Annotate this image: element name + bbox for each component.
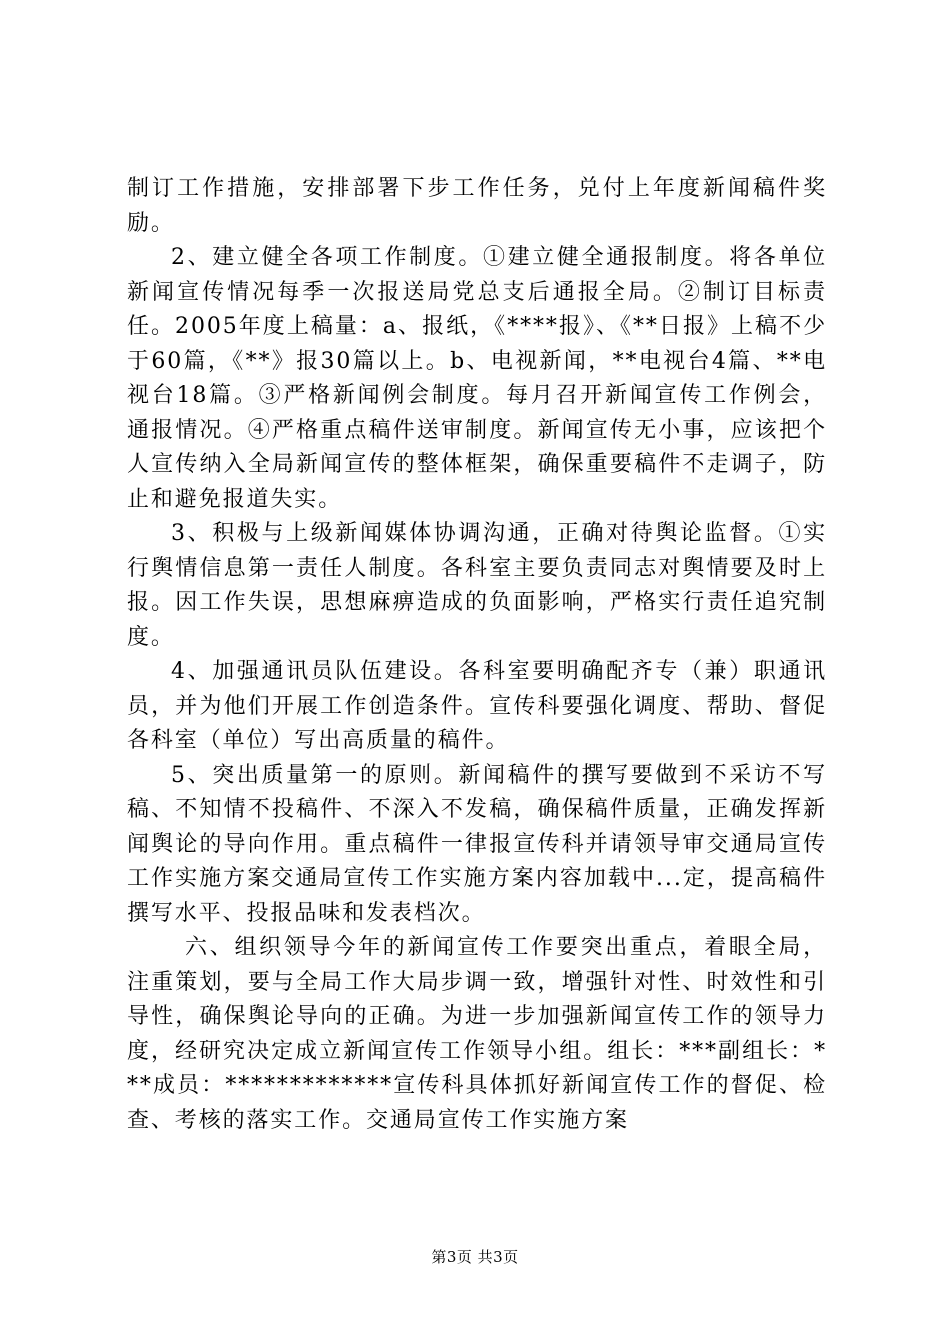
paragraph-item-3: 3、积极与上级新闻媒体协调沟通，正确对待舆论监督。①实行舆情信息第一责任人制度。各科室主要负责同志对舆情要及时上报。因工作失误，思想麻痹造成的负面影响，严格实行责任追究制度。	[127, 521, 827, 650]
paragraph-item-2: 2、建立健全各项工作制度。①建立健全通报制度。将各单位新闻宣传情况每季一次报送局党总支后通报全局。②制订目标责任。2005年度上稿量：a、报纸，《****报》、《**日报》上稿不少于60篇，《**》报30篇以上。b、电视新闻，**电视台4篇、**电视台18篇。③严格新闻例会制度。每月召开新闻宣传工作例会，通报情况。④严格重点稿件送审制度。新闻宣传无小事，应该把个人宣传纳入全局新闻宣传的整体框架，确保重要稿件不走调子，防止和避免报道失实。	[127, 245, 827, 512]
paragraph-item-5: 5、突出质量第一的原则。新闻稿件的撰写要做到不采访不写稿、不知情不投稿件、不深入不发稿，确保稿件质量，正确发挥新闻舆论的导向作用。重点稿件一律报宣传科并请领导审交通局宣传工作实施方案交通局宣传工作实施方案内容加载中...定，提高稿件撰写水平、投报品味和发表档次。	[127, 762, 827, 926]
paragraph-item-4: 4、加强通讯员队伍建设。各科室要明确配齐专（兼）职通讯员，并为他们开展工作创造条件。宣传科要强化调度、帮助、督促各科室（单位）写出高质量的稿件。	[127, 659, 827, 753]
paragraph-section-6: 六、组织领导今年的新闻宣传工作要突出重点，着眼全局，注重策划，要与全局工作大局步调一致，增强针对性、时效性和引导性，确保舆论导向的正确。为进一步加强新闻宣传工作的领导力度，经研究决定成立新闻宣传工作领导小组。组长：***副组长：***成员：*************宣传科具体抓好新闻宣传工作的督促、检查、考核的落实工作。交通局宣传工作实施方案	[127, 935, 827, 1133]
page-footer	[0, 1246, 950, 1267]
page-number-label: 第3页 共3页	[431, 1248, 519, 1266]
document-body	[127, 172, 827, 1138]
paragraph-continuation: 制订工作措施，安排部署下步工作任务，兑付上年度新闻稿件奖励。	[127, 176, 827, 236]
